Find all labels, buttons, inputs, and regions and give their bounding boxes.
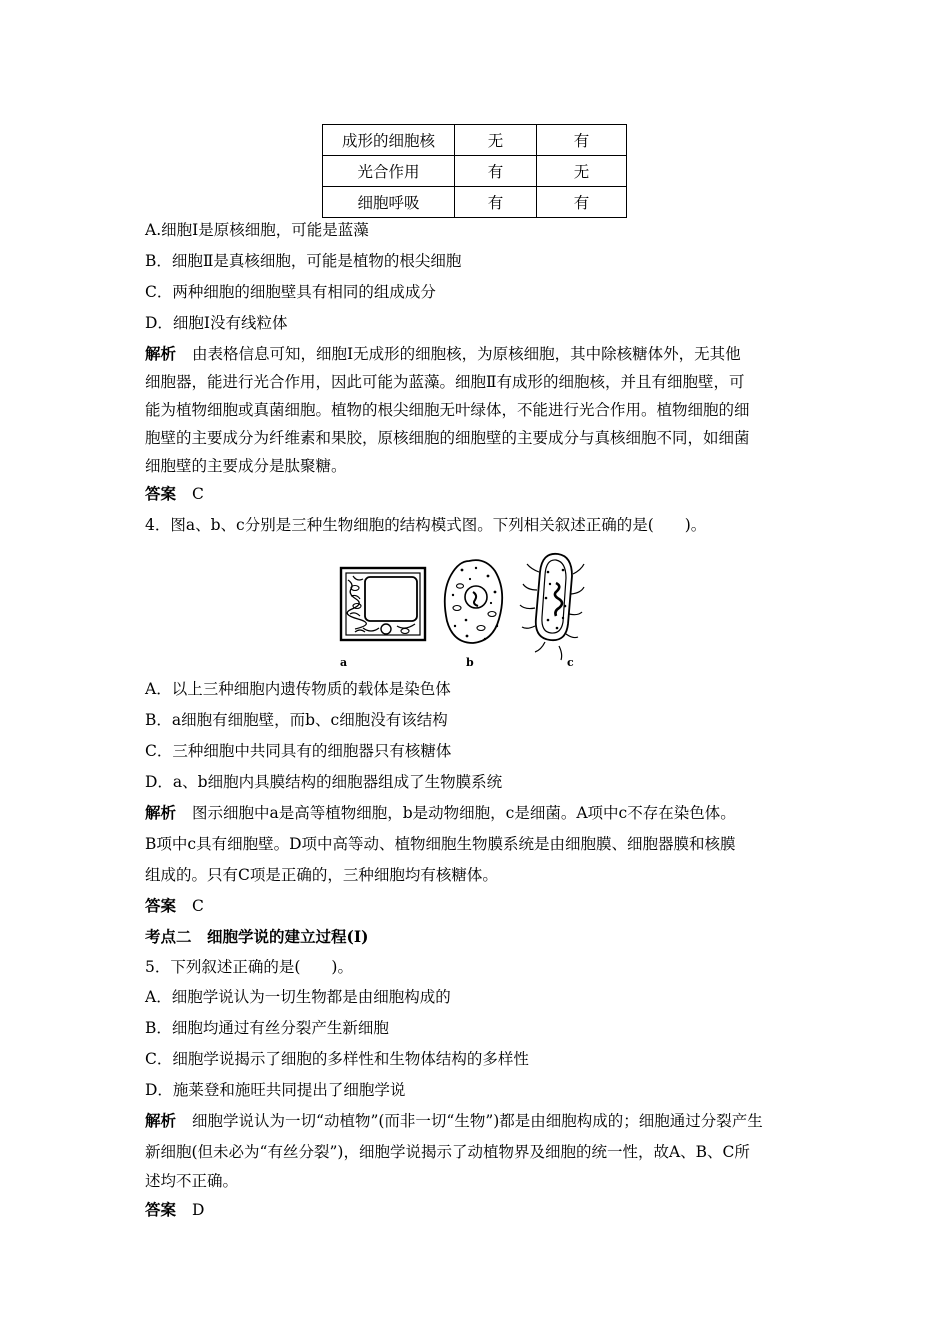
q3-option-d: D．细胞Ⅰ没有线粒体 bbox=[145, 314, 288, 332]
analysis-text: 细胞学说认为一切“动植物”(而非一切“生物”)都是由细胞构成的；细胞通过分裂产生 bbox=[192, 1112, 763, 1130]
section-heading: 考点二 细胞学说的建立过程(Ⅰ) bbox=[145, 927, 369, 946]
q3-analysis-line bbox=[145, 344, 741, 364]
q3-option-a: A.细胞Ⅰ是原核细胞，可能是蓝藻 bbox=[145, 221, 369, 239]
q5-option-b: B．细胞均通过有丝分裂产生新细胞 bbox=[145, 1019, 389, 1037]
analysis-label: 解析 bbox=[145, 1111, 177, 1130]
q3-analysis-line: 胞壁的主要成分为纤维素和果胶，原核细胞的细胞壁的主要成分与真核细胞不同，如细菌 bbox=[145, 429, 750, 447]
table-row bbox=[323, 125, 627, 156]
figure-label-a: a bbox=[340, 656, 348, 669]
q3-analysis-line: 细胞器，能进行光合作用，因此可能为蓝藻。细胞Ⅱ有成形的细胞核，并且有细胞壁，可 bbox=[145, 373, 745, 391]
q5-analysis-line: 新细胞(但未必为“有丝分裂”)，细胞学说揭示了动植物界及细胞的统一性，故A、B、C所 bbox=[145, 1143, 750, 1161]
animal-cell-b bbox=[445, 560, 502, 643]
q5-analysis-line: 述均不正确。 bbox=[145, 1172, 239, 1190]
q3-analysis-line: 细胞壁的主要成分是肽聚糖。 bbox=[145, 457, 347, 475]
q4-option-c: C．三种细胞中共同具有的细胞器只有核糖体 bbox=[145, 742, 452, 760]
table-cell: 有 bbox=[537, 125, 627, 156]
answer-value: C bbox=[192, 897, 204, 915]
table-cell: 有 bbox=[455, 156, 537, 187]
q4-option-b: B．a细胞有细胞壁，而b、c细胞没有该结构 bbox=[145, 711, 448, 729]
q4-option-a: A．以上三种细胞内遗传物质的载体是染色体 bbox=[145, 680, 451, 698]
table-cell: 成形的细胞核 bbox=[323, 125, 455, 156]
q5-stem: 5．下列叙述正确的是( )。 bbox=[145, 958, 353, 976]
answer-label: 答案 bbox=[145, 1200, 177, 1219]
q4-analysis-line: B项中c具有细胞壁。D项中高等动、植物细胞生物膜系统是由细胞膜、细胞器膜和核膜 bbox=[145, 835, 736, 853]
answer-value: C bbox=[192, 485, 204, 503]
table-cell: 光合作用 bbox=[323, 156, 455, 187]
q4-option-d: D．a、b细胞内具膜结构的细胞器组成了生物膜系统 bbox=[145, 773, 503, 791]
figure-label-b: b bbox=[466, 656, 474, 669]
q5-option-c: C．细胞学说揭示了细胞的多样性和生物体结构的多样性 bbox=[145, 1050, 529, 1068]
q4-analysis-line bbox=[145, 803, 736, 823]
table-cell: 无 bbox=[537, 156, 627, 187]
q3-analysis-line: 能为植物细胞或真菌细胞。植物的根尖细胞无叶绿体，不能进行光合作用。植物细胞的细 bbox=[145, 401, 750, 419]
answer-label: 答案 bbox=[145, 896, 177, 915]
q3-option-b: B．细胞Ⅱ是真核细胞，可能是植物的根尖细胞 bbox=[145, 252, 462, 270]
table-cell: 无 bbox=[455, 125, 537, 156]
answer-label: 答案 bbox=[145, 484, 177, 503]
q5-answer bbox=[145, 1200, 204, 1220]
table-cell: 有 bbox=[455, 187, 537, 218]
cell-comparison-table bbox=[322, 124, 627, 218]
analysis-text: 由表格信息可知，细胞Ⅰ无成形的细胞核，为原核细胞，其中除核糖体外，无其他 bbox=[192, 345, 741, 363]
q4-analysis-line: 组成的。只有C项是正确的，三种细胞均有核糖体。 bbox=[145, 866, 498, 884]
q4-answer bbox=[145, 896, 204, 916]
table-cell: 有 bbox=[537, 187, 627, 218]
bacterium-cell-c bbox=[520, 554, 584, 660]
q5-analysis-line bbox=[145, 1111, 763, 1131]
cell-figure bbox=[335, 548, 625, 672]
cell-diagram bbox=[335, 548, 625, 672]
plant-cell-a bbox=[341, 568, 425, 640]
q4-stem: 4．图a、b、c分别是三种生物细胞的结构模式图。下列相关叙述正确的是( )。 bbox=[145, 516, 707, 534]
analysis-label: 解析 bbox=[145, 344, 177, 363]
q3-option-c: C．两种细胞的细胞壁具有相同的组成成分 bbox=[145, 283, 436, 301]
q5-option-d: D．施莱登和施旺共同提出了细胞学说 bbox=[145, 1081, 406, 1099]
answer-value: D bbox=[192, 1201, 205, 1219]
table-row bbox=[323, 156, 627, 187]
analysis-text: 图示细胞中a是高等植物细胞，b是动物细胞，c是细菌。A项中c不存在染色体。 bbox=[192, 804, 736, 822]
analysis-label: 解析 bbox=[145, 803, 177, 822]
table-row bbox=[323, 187, 627, 218]
table-cell: 细胞呼吸 bbox=[323, 187, 455, 218]
q5-option-a: A．细胞学说认为一切生物都是由细胞构成的 bbox=[145, 988, 451, 1006]
figure-label-c: c bbox=[567, 656, 574, 669]
q3-answer bbox=[145, 484, 204, 504]
